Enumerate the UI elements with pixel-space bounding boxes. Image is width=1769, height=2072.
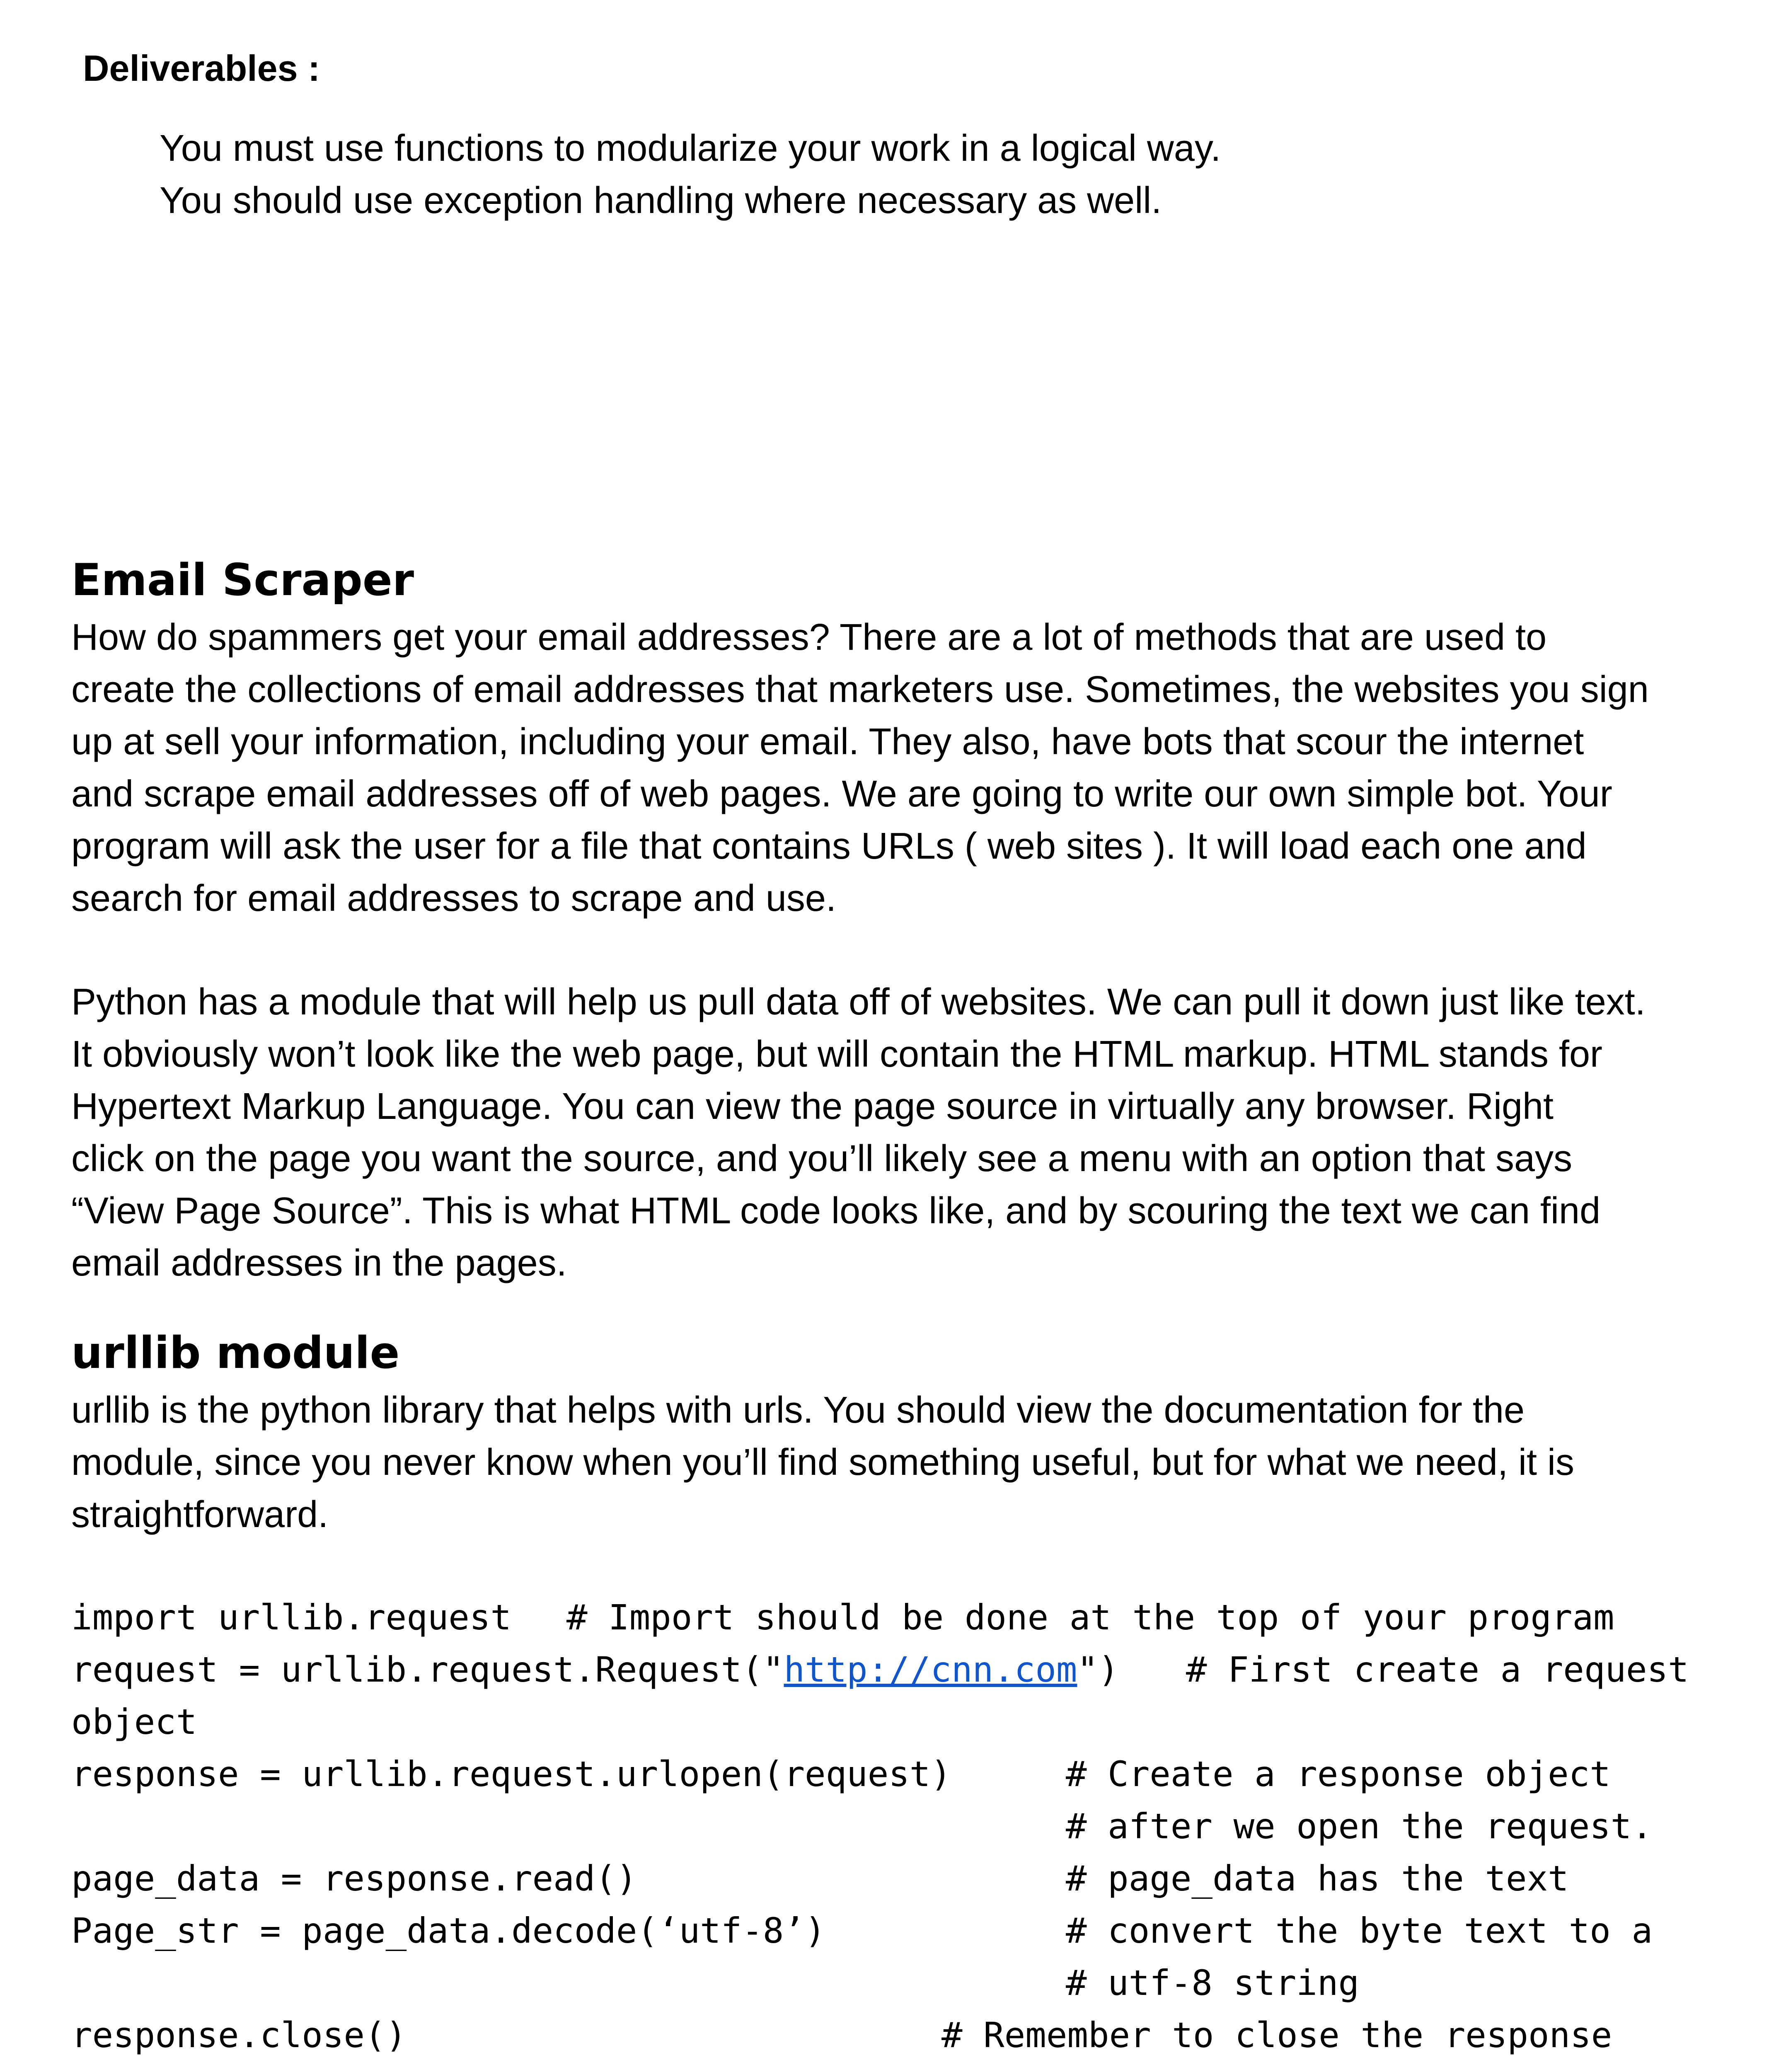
- code-comment: # Create a response object: [1066, 1754, 1611, 1794]
- code-comment: # Remember to close the response: [941, 2015, 1612, 2055]
- paragraph-line: and scrape email addresses off of web pages. We are going to write our own simple bot. Your: [71, 773, 1612, 815]
- paragraph-line: “View Page Source”. This is what HTML code looks like, and by scouring the text we can find: [71, 1190, 1601, 1232]
- code-comment: # First create a request: [1186, 1649, 1689, 1690]
- code-text: page_data = response.read(): [71, 1858, 637, 1899]
- paragraph-line: search for email addresses to scrape and use.: [71, 878, 836, 919]
- paragraph-line: Hypertext Markup Language. You can view the page source in virtually any browser. Right: [71, 1086, 1554, 1127]
- code-comment: # utf-8 string: [1066, 1963, 1360, 2003]
- paragraph-line: module, since you never know when you’ll find something useful, but for what we need, it is: [71, 1442, 1574, 1483]
- paragraph-line: Python has a module that will help us pull data off of websites. We can pull it down just like text.: [71, 981, 1646, 1023]
- urllib-paragraph: [71, 1384, 1574, 1541]
- email-scraper-paragraph-2: [71, 976, 1646, 1289]
- urllib-module-heading: urllib module: [71, 1327, 400, 1378]
- paragraph-line: straightforward.: [71, 1494, 329, 1535]
- code-sample: [71, 1591, 1721, 2061]
- code-line: [71, 1957, 1721, 2009]
- code-text: object: [71, 1702, 197, 1742]
- code-line: [71, 1905, 1721, 1957]
- code-line: [71, 1696, 1721, 1748]
- paragraph-line: up at sell your information, including your email. They also, have bots that scour the internet: [71, 721, 1584, 762]
- paragraph-line: How do spammers get your email addresses? There are a lot of methods that are used to: [71, 617, 1547, 658]
- code-text: Page_str = page_data.decode(‘utf-8’): [71, 1910, 826, 1951]
- email-scraper-paragraph-1: [71, 611, 1649, 925]
- code-line: [71, 1591, 1721, 1644]
- code-text: import urllib.request: [71, 1597, 512, 1638]
- code-comment: # Import should be done at the top of your program: [566, 1597, 1614, 1638]
- deliverable-line: You must use functions to modularize your work in a logical way.: [160, 128, 1221, 169]
- code-comment: # page_data has the text: [1066, 1858, 1569, 1899]
- deliverables-title: Deliverables :: [83, 48, 320, 89]
- code-text: [71, 1644, 1119, 1696]
- code-line: [71, 1800, 1721, 1852]
- deliverables-list: [160, 122, 1221, 227]
- code-line: [71, 1748, 1721, 1800]
- paragraph-line: email addresses in the pages.: [71, 1242, 567, 1284]
- code-line: [71, 1644, 1721, 1696]
- paragraph-line: program will ask the user for a file that contains URLs ( web sites ). It will load each one and: [71, 825, 1587, 867]
- paragraph-line: It obviously won’t look like the web page, but will contain the HTML markup. HTML stands for: [71, 1034, 1603, 1075]
- paragraph-line: urllib is the python library that helps with urls. You should view the documentation for the: [71, 1389, 1525, 1431]
- code-comment: # after we open the request.: [1066, 1806, 1653, 1847]
- code-line: [71, 2009, 1721, 2061]
- email-scraper-heading: Email Scraper: [71, 554, 414, 605]
- paragraph-line: create the collections of email addresses that marketers use. Sometimes, the websites you sign: [71, 669, 1649, 710]
- deliverable-line: You should use exception handling where necessary as well.: [160, 180, 1162, 221]
- code-comment: # convert the byte text to a: [1066, 1910, 1653, 1951]
- cnn-link[interactable]: http://cnn.com: [784, 1649, 1077, 1690]
- code-text: response = urllib.request.urlopen(request): [71, 1754, 952, 1794]
- code-line: [71, 1852, 1721, 1905]
- code-text-prefix: request = urllib.request.Request(": [71, 1649, 784, 1690]
- code-text: response.close(): [71, 2015, 407, 2055]
- code-text-suffix: "): [1077, 1649, 1119, 1690]
- paragraph-line: click on the page you want the source, and you’ll likely see a menu with an option that says: [71, 1138, 1573, 1179]
